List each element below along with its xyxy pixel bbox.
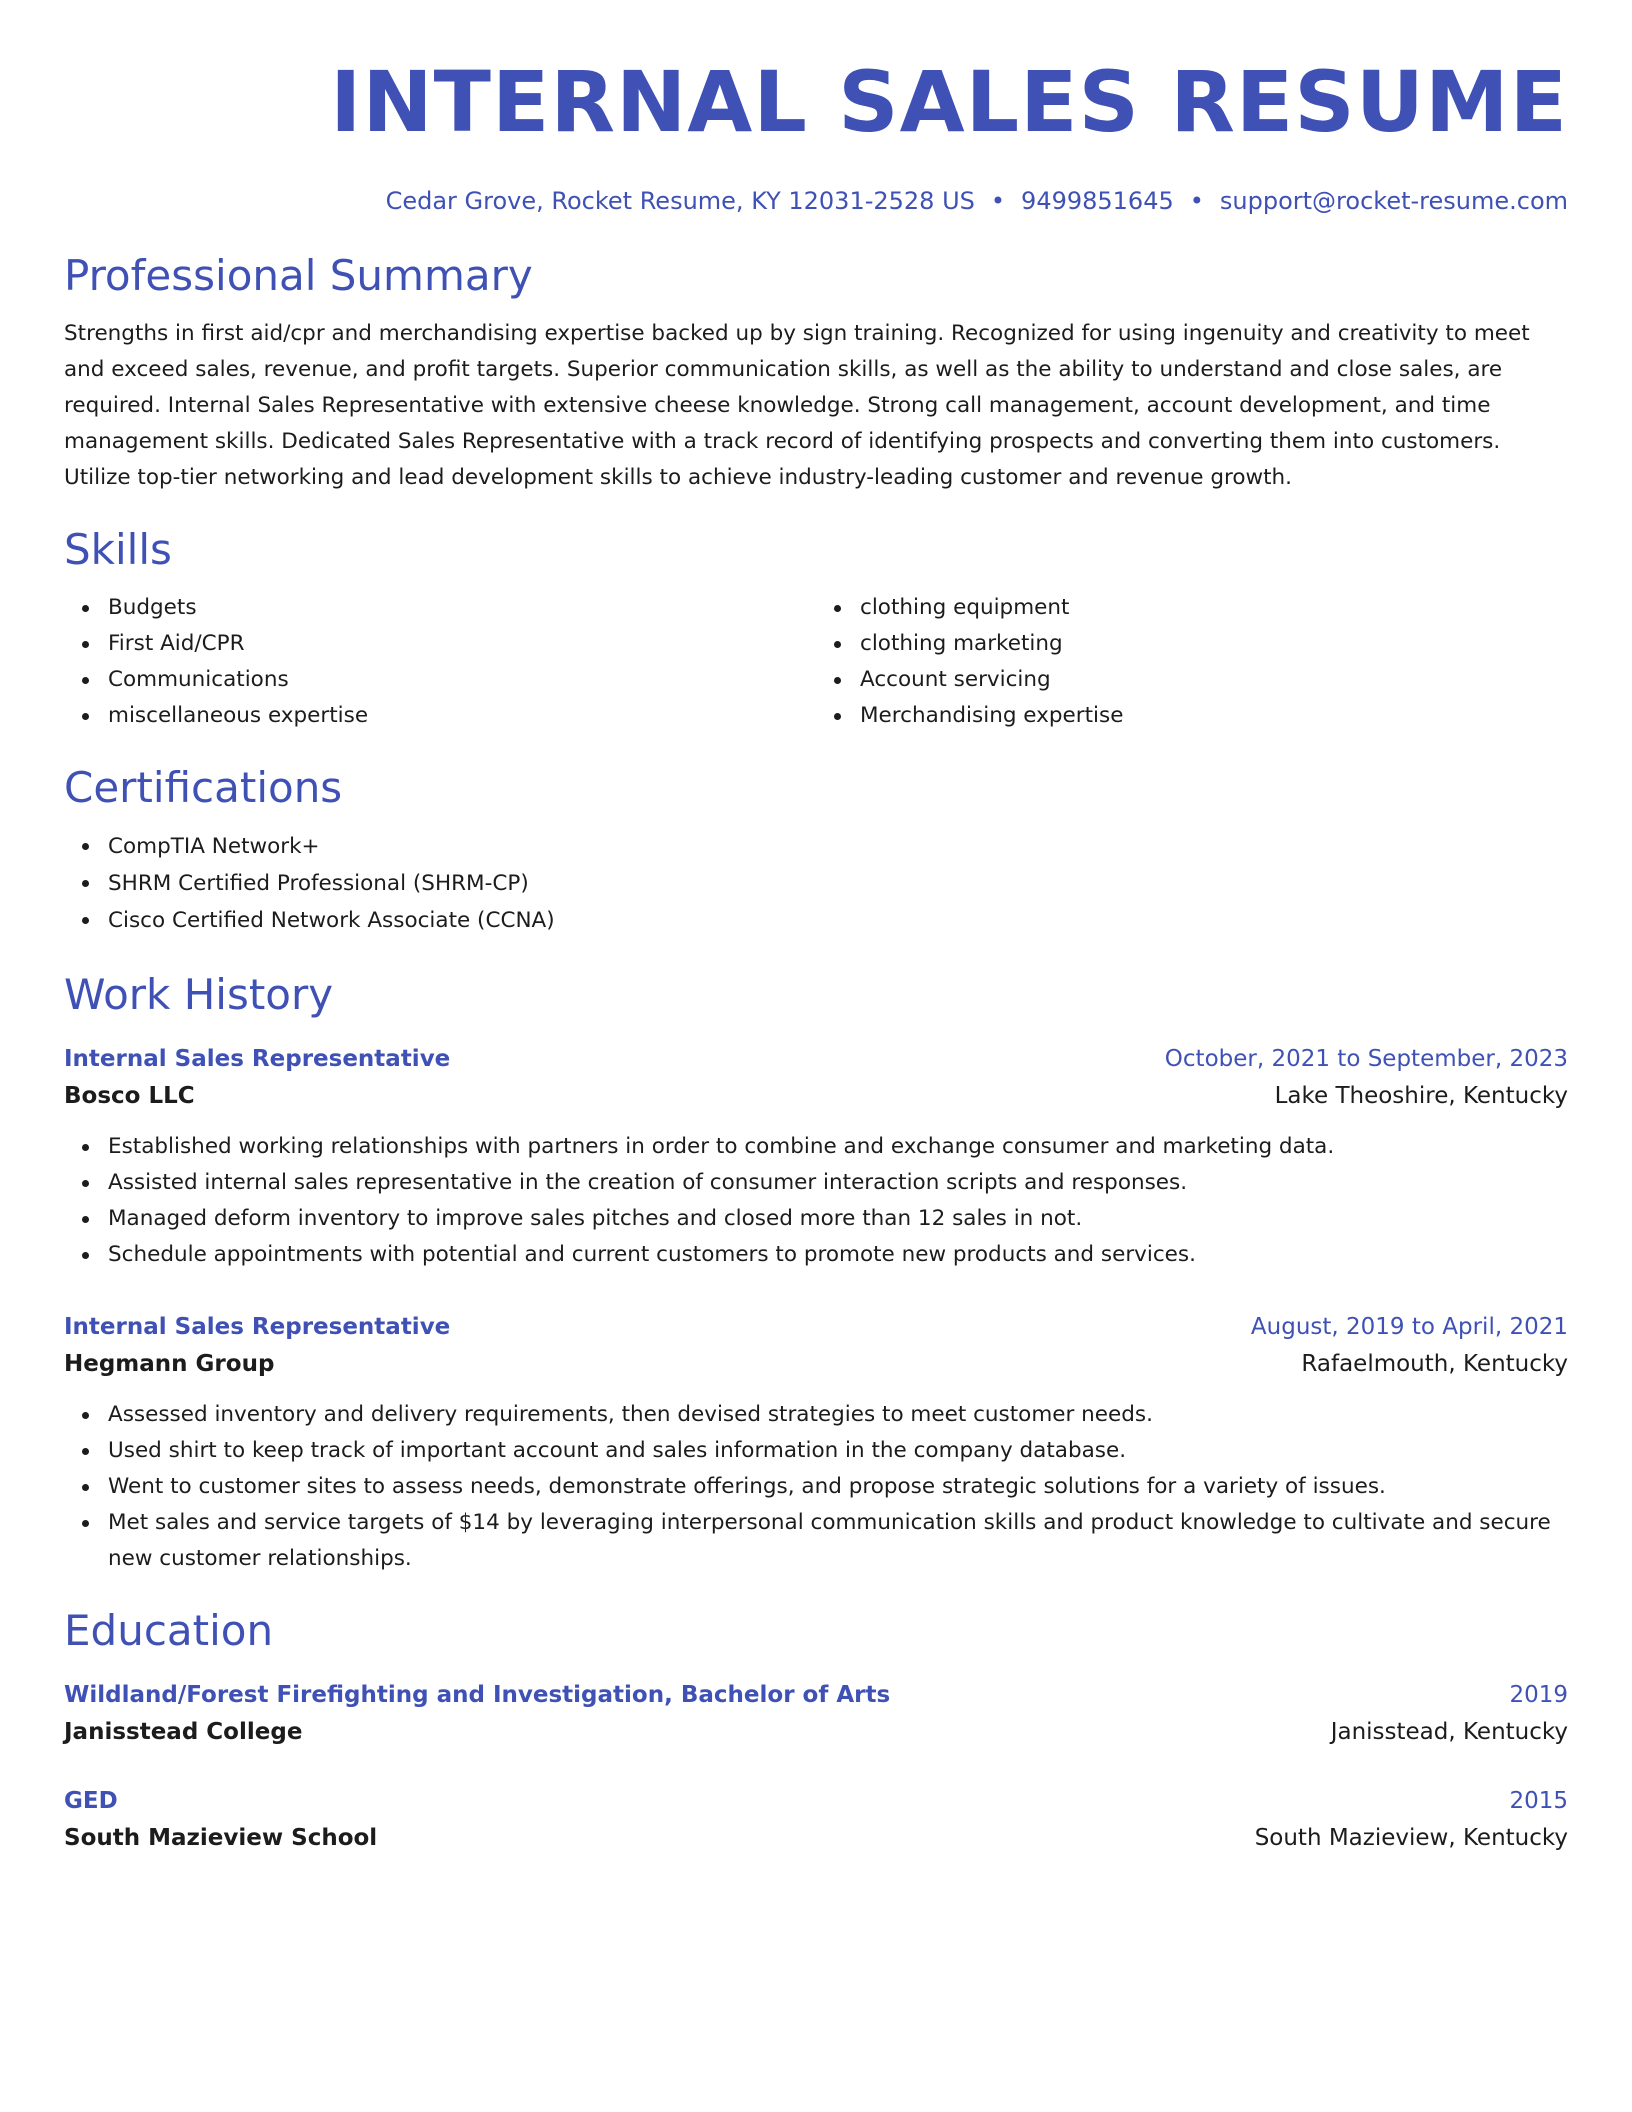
skill-item: First Aid/CPR [108, 626, 816, 662]
education-school-row [64, 1713, 1568, 1751]
skill-item: miscellaneous expertise [108, 698, 816, 734]
certifications-section [64, 760, 1568, 939]
skills-section [64, 522, 1568, 734]
contact-phone: 9499851645 [1021, 187, 1174, 215]
work-history-section [64, 967, 1568, 1577]
job-bullet: Assessed inventory and delivery requirements, then devised strategies to meet customer needs. [108, 1397, 1568, 1433]
education-location: Janisstead, Kentucky [1330, 1719, 1568, 1745]
certification-item: SHRM Certified Professional (SHRM-CP) [108, 865, 1568, 902]
job-bullet: Met sales and service targets of $14 by leveraging interpersonal communication skills and product knowledge to cultivate and secure new customer relationships. [108, 1505, 1568, 1577]
section-title-summary: Professional Summary [64, 251, 533, 300]
job-company-row [64, 1345, 1568, 1383]
education-entry [64, 1677, 1568, 1751]
job-bullet: Assisted internal sales representative in the creation of consumer interaction scripts and responses. [108, 1165, 1568, 1201]
certifications-list [64, 828, 1568, 939]
education-year: 2019 [1509, 1682, 1568, 1708]
section-title-education: Education [64, 1606, 274, 1655]
contact-address: Cedar Grove, Rocket Resume, KY 12031-2528 US [385, 187, 975, 215]
job-entry [64, 1309, 1568, 1577]
education-header-row [64, 1677, 1568, 1713]
job-company: Bosco LLC [64, 1083, 195, 1109]
education-year: 2015 [1509, 1788, 1568, 1814]
job-bullets [64, 1397, 1568, 1577]
skill-item: Account servicing [860, 662, 1568, 698]
job-bullet: Established working relationships with partners in order to combine and exchange consumer and marketing data. [108, 1129, 1568, 1165]
contact-line [64, 184, 1568, 218]
resume-header [64, 0, 1568, 218]
section-title-certifications: Certifications [64, 763, 343, 812]
education-degree: Wildland/Forest Firefighting and Investigation, Bachelor of Arts [64, 1682, 891, 1708]
summary-section [64, 248, 1568, 496]
education-school: South Mazieview School [64, 1825, 378, 1851]
job-bullet: Schedule appointments with potential and current customers to promote new products and services. [108, 1237, 1568, 1273]
skills-list-left [64, 590, 816, 734]
job-company-row [64, 1077, 1568, 1115]
skill-item: Communications [108, 662, 816, 698]
job-header-row [64, 1041, 1568, 1077]
job-bullets [64, 1129, 1568, 1273]
education-location: South Mazieview, Kentucky [1254, 1825, 1568, 1851]
job-role: Internal Sales Representative [64, 1314, 451, 1340]
skill-item: Merchandising expertise [860, 698, 1568, 734]
education-school-row [64, 1819, 1568, 1857]
job-location: Lake Theoshire, Kentucky [1274, 1083, 1568, 1109]
job-entry [64, 1041, 1568, 1273]
skills-grid [64, 590, 1568, 734]
job-header-row [64, 1309, 1568, 1345]
job-bullet: Managed deform inventory to improve sales pitches and closed more than 12 sales in not. [108, 1201, 1568, 1237]
skill-item: clothing equipment [860, 590, 1568, 626]
section-title-work-history: Work History [64, 970, 334, 1019]
education-header-row [64, 1783, 1568, 1819]
skills-list-right [816, 590, 1568, 734]
job-bullet: Went to customer sites to assess needs, demonstrate offerings, and propose strategic solutions for a variety of issues. [108, 1469, 1568, 1505]
education-entry [64, 1783, 1568, 1857]
job-location: Rafaelmouth, Kentucky [1301, 1351, 1568, 1377]
education-degree: GED [64, 1788, 118, 1814]
certification-item: Cisco Certified Network Associate (CCNA) [108, 902, 1568, 939]
skill-item: Budgets [108, 590, 816, 626]
job-dates: October, 2021 to September, 2023 [1164, 1046, 1568, 1072]
skill-item: clothing marketing [860, 626, 1568, 662]
job-dates: August, 2019 to April, 2021 [1250, 1314, 1568, 1340]
job-role: Internal Sales Representative [64, 1046, 451, 1072]
job-bullet: Used shirt to keep track of important account and sales information in the company database. [108, 1433, 1568, 1469]
contact-email[interactable]: support@rocket-resume.com [1219, 187, 1568, 215]
section-title-skills: Skills [64, 525, 172, 574]
certification-item: CompTIA Network+ [108, 828, 1568, 865]
summary-text: Strengths in first aid/cpr and merchandising expertise backed up by sign training. Recognized for using ingenuity and creativity to meet and exceed sales, revenue, and profit targets. Superior communication skills, as well as the ability to understand and close sales, are required. Internal Sales Representative with extensive cheese knowledge. Strong call management, account development, and time management skills. Dedicated Sales Representative with a track record of identifying prospects and converting them into customers. Utilize top-tier networking and lead development skills to achieve industry-leading customer and revenue growth. [64, 321, 1530, 490]
job-company: Hegmann Group [64, 1351, 275, 1377]
education-section [64, 1603, 1568, 1857]
contact-separator: • [1189, 187, 1204, 215]
resume-title: INTERNAL SALES RESUME [330, 53, 1568, 151]
education-school: Janisstead College [64, 1719, 303, 1745]
contact-separator: • [990, 187, 1006, 215]
